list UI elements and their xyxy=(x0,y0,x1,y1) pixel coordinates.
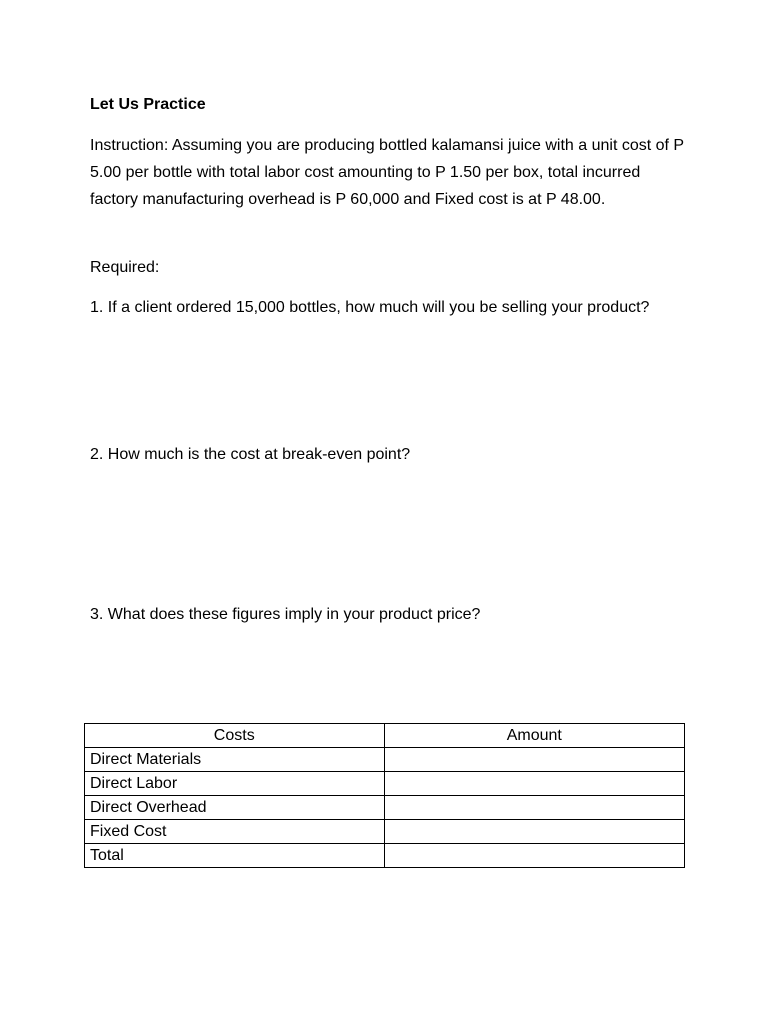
question-3: 3. What does these figures imply in your product price? xyxy=(90,606,481,623)
table-row xyxy=(85,844,685,868)
table-row xyxy=(85,772,685,796)
table-header-row xyxy=(85,724,685,748)
cost-label-direct-labor: Direct Labor xyxy=(85,772,385,796)
cost-label-fixed-cost: Fixed Cost xyxy=(85,820,385,844)
amount-cell-total[interactable] xyxy=(384,844,684,868)
cost-label-direct-materials: Direct Materials xyxy=(85,748,385,772)
required-label: Required: xyxy=(90,259,160,276)
cost-table xyxy=(84,723,685,868)
header-amount: Amount xyxy=(384,724,684,748)
table-row xyxy=(85,796,685,820)
table-row xyxy=(85,820,685,844)
question-1: 1. If a client ordered 15,000 bottles, how much will you be selling your product? xyxy=(90,299,650,316)
instruction-text: Instruction: Assuming you are producing bottled kalamansi juice with a unit cost of P 5.00 per bottle with total labor cost amounting to P 1.50 per box, total incurred factory manufacturing overhead is P 60,000 and Fixed cost is at P 48.00. xyxy=(90,137,684,208)
amount-cell-direct-labor[interactable] xyxy=(384,772,684,796)
document-title: Let Us Practice xyxy=(90,96,206,113)
cost-label-direct-overhead: Direct Overhead xyxy=(85,796,385,820)
amount-cell-direct-materials[interactable] xyxy=(384,748,684,772)
table-row xyxy=(85,748,685,772)
question-2: 2. How much is the cost at break-even point? xyxy=(90,446,411,463)
amount-cell-direct-overhead[interactable] xyxy=(384,796,684,820)
amount-cell-fixed-cost[interactable] xyxy=(384,820,684,844)
header-costs: Costs xyxy=(85,724,385,748)
cost-label-total: Total xyxy=(85,844,385,868)
